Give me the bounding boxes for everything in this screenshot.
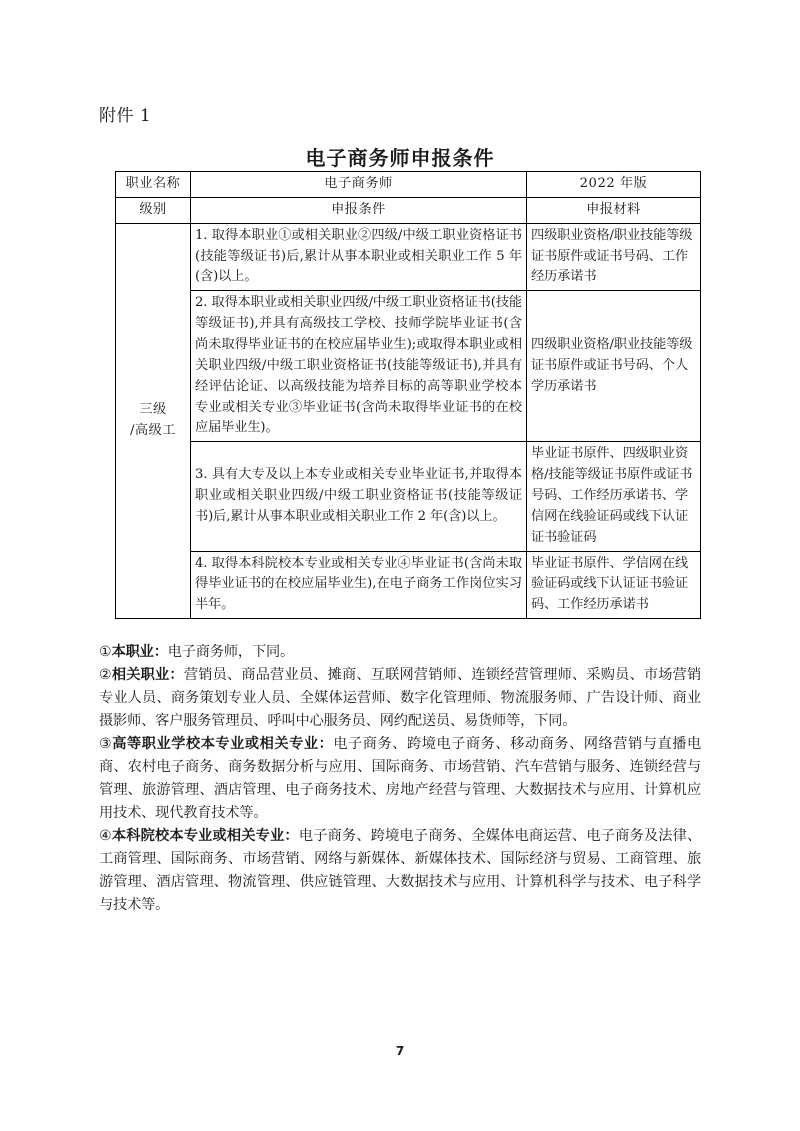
material-cell-4: 毕业证书原件、学信网在线验证码或线下认证证书验证码、工作经历承诺书 bbox=[527, 551, 701, 619]
footnote-text: 电子商务、跨境电子商务、移动商务、网络营销与直播电商、农村电子商务、商务数据分析与应用、国际商务、市场营销、汽车营销与服务、连锁经营与管理、旅游管理、酒店管理、电子商务技术、房地产经营与管理、大数据技术与应用、计算机应用技术、现代教育技术等。 bbox=[99, 736, 701, 821]
table-header-row-occupation bbox=[116, 172, 701, 198]
footnote-label: 相关职业： bbox=[111, 667, 184, 683]
condition-cell-3: 3. 具有大专及以上本专业或相关专业毕业证书,并取得本职业或相关职业四级/中级工职业资格证书(技能等级证书)后,累计从事本职业或相关职业工作 2 年(含)以上。 bbox=[191, 442, 527, 551]
footnote-text: 电子商务师，下同。 bbox=[167, 644, 295, 660]
page-number: 7 bbox=[395, 1044, 405, 1058]
header-standard-value: 2022 年版 bbox=[527, 172, 701, 198]
footnote-marker: ③ bbox=[99, 736, 113, 752]
header-conditions-label: 申报条件 bbox=[191, 197, 527, 223]
table-row bbox=[116, 291, 701, 442]
footnote-marker: ④ bbox=[99, 828, 112, 844]
footnote-marker: ① bbox=[99, 644, 112, 660]
header-materials-label: 申报材料 bbox=[527, 197, 701, 223]
condition-cell-1: 1. 取得本职业①或相关职业②四级/中级工职业资格证书(技能等级证书)后,累计从事本职业或相关职业工作 5 年(含)以上。 bbox=[191, 223, 527, 291]
footnote-item bbox=[99, 664, 701, 733]
header-level-label: 级别 bbox=[116, 197, 191, 223]
material-cell-1: 四级职业资格/职业技能等级证书原件或证书号码、工作经历承诺书 bbox=[527, 223, 701, 291]
table-row bbox=[116, 223, 701, 291]
footnote-item bbox=[99, 641, 701, 664]
requirements-table bbox=[115, 171, 701, 619]
material-cell-3: 毕业证书原件、四级职业资格/技能等级证书原件或证书号码、工作经历承诺书、学信网在线验证码或线下认证证书验证码 bbox=[527, 442, 701, 551]
material-cell-2: 四级职业资格/职业技能等级证书原件或证书号码、个人学历承诺书 bbox=[527, 291, 701, 442]
table-row bbox=[116, 442, 701, 551]
header-occupation-value: 电子商务师 bbox=[191, 172, 527, 198]
footnotes-section bbox=[99, 641, 701, 917]
condition-cell-4: 4. 取得本科院校本专业或相关专业④毕业证书(含尚未取得毕业证书的在校应届毕业生),在电子商务工作岗位实习半年。 bbox=[191, 551, 527, 619]
table-header-row-columns bbox=[116, 197, 701, 223]
footnote-label: 本科院校本专业或相关专业： bbox=[111, 828, 299, 844]
footnote-text: 营销员、商品营业员、摊商、互联网营销师、连锁经营管理师、采购员、市场营销专业人员、商务策划专业人员、全媒体运营师、数字化管理师、物流服务师、广告设计师、商业摄影师、客户服务管理员、呼叫中心服务员、网约配送员、易货师等，下同。 bbox=[99, 667, 701, 729]
header-occupation-label: 职业名称 bbox=[116, 172, 191, 198]
footnote-label: 高等职业学校本专业或相关专业： bbox=[112, 736, 334, 752]
page-title: 电子商务师申报条件 bbox=[305, 146, 495, 170]
table-row bbox=[116, 551, 701, 619]
footnote-item bbox=[99, 733, 701, 825]
attachment-label: 附件 1 bbox=[99, 106, 152, 126]
footnote-marker: ② bbox=[99, 667, 112, 683]
footnote-item bbox=[99, 825, 701, 917]
requirements-table-container bbox=[115, 171, 700, 619]
footnote-label: 本职业： bbox=[111, 644, 168, 660]
condition-cell-2: 2. 取得本职业或相关职业四级/中级工职业资格证书(技能等级证书),并具有高级技工学校、技师学院毕业证书(含尚未取得毕业证书的在校应届毕业生);或取得本职业或相关职业四级/中级工职业资格证书(技能等级证书),并具有经评估论证、以高级技能为培养目标的高等职业学校本专业或相关专业③毕业证书(含尚未取得毕业证书的在校应届毕业生)。 bbox=[191, 291, 527, 442]
level-cell: 三级 /高级工 bbox=[116, 223, 191, 618]
footnote-text: 电子商务、跨境电子商务、全媒体电商运营、电子商务及法律、工商管理、国际商务、市场营销、网络与新媒体、新媒体技术、国际经济与贸易、工商管理、旅游管理、酒店管理、物流管理、供应链管理、大数据技术与应用、计算机科学与技术、电子科学与技术等。 bbox=[99, 828, 701, 913]
